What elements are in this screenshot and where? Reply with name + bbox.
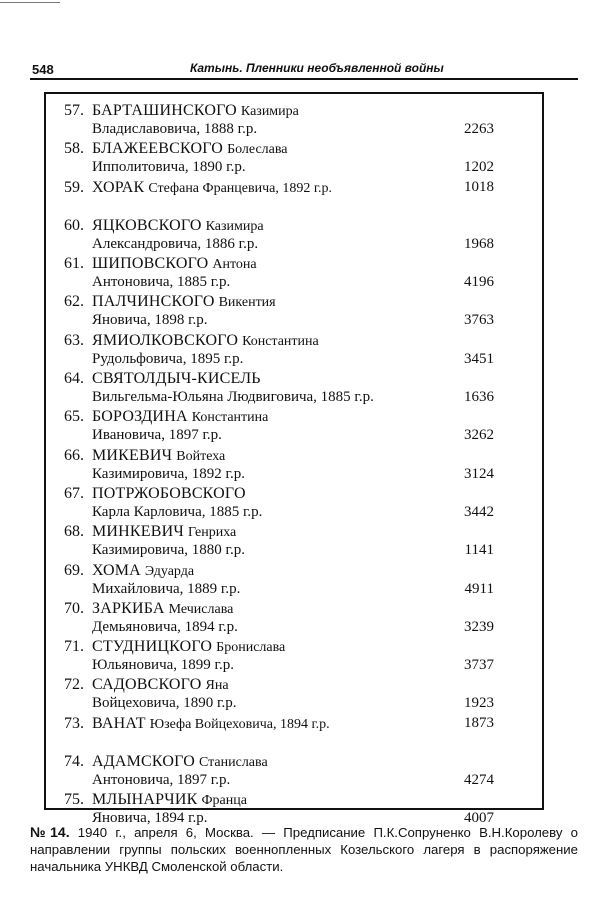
entry-name-line bbox=[92, 293, 276, 311]
entry-name-line bbox=[92, 370, 261, 388]
list-item bbox=[46, 523, 542, 561]
entry-given-name: Стефана Францевича, 1892 г.р. bbox=[148, 180, 333, 196]
list-item bbox=[46, 753, 542, 791]
list-item bbox=[46, 332, 542, 370]
entry-name-line bbox=[92, 408, 268, 426]
entry-number: 58. bbox=[64, 140, 84, 158]
entry-number: 61. bbox=[64, 255, 84, 273]
entry-case-number: 3239 bbox=[464, 618, 494, 635]
entry-case-number: 1873 bbox=[464, 714, 494, 731]
top-edge-rule bbox=[0, 2, 60, 3]
entry-given-name: Константина bbox=[191, 410, 269, 426]
entry-name-line bbox=[92, 676, 229, 694]
entry-patronymic-line: Вильгельма-Юльяна Людвиговича, 1885 г.р. bbox=[92, 389, 374, 406]
entry-number: 62. bbox=[64, 293, 84, 311]
list-item bbox=[46, 370, 542, 408]
entry-patronymic-line: Войцеховича, 1890 г.р. bbox=[92, 695, 237, 712]
entry-case-number: 4007 bbox=[464, 810, 494, 827]
entry-given-name: Болеслава bbox=[227, 142, 288, 158]
entry-case-number: 4274 bbox=[464, 772, 494, 789]
entry-case-number: 1018 bbox=[464, 178, 494, 195]
entry-surname: ХОМА bbox=[92, 561, 141, 579]
document-note bbox=[30, 824, 578, 875]
entry-patronymic-line: Карла Карловича, 1885 г.р. bbox=[92, 503, 263, 520]
entry-case-number: 3442 bbox=[464, 503, 494, 520]
entry-patronymic-line: Яновича, 1898 г.р. bbox=[92, 312, 208, 329]
entry-given-name: Казимира bbox=[205, 218, 264, 234]
entry-surname: МИНКЕВИЧ bbox=[92, 523, 185, 541]
list-item bbox=[46, 102, 542, 140]
entry-patronymic-line: Михайловича, 1889 г.р. bbox=[92, 580, 241, 597]
document-note-text: 1940 г., апреля 6, Москва. — Предписание П.К.Сопруненко В.Н.Королеву о направлении группы польских военнопленных Козельского лагеря в распоряжение начальника УНКВД Смоленской области. bbox=[30, 825, 578, 874]
prisoner-list-frame bbox=[44, 92, 544, 827]
entry-patronymic-line: Ипполитовича, 1890 г.р. bbox=[92, 159, 246, 176]
entry-patronymic-line: Казимировича, 1892 г.р. bbox=[92, 465, 245, 482]
entry-surname: ШИПОВСКОГО bbox=[92, 255, 209, 273]
entry-name-line bbox=[92, 255, 257, 273]
list-item bbox=[46, 255, 542, 293]
running-title: Катынь. Пленники необъявленной войны bbox=[190, 61, 444, 75]
entry-number: 63. bbox=[64, 331, 84, 349]
entry-surname: АДАМСКОГО bbox=[92, 753, 195, 771]
entry-surname: ВАНАТ bbox=[92, 714, 146, 732]
entry-number: 59. bbox=[64, 178, 84, 196]
entry-surname: СТУДНИЦКОГО bbox=[92, 638, 213, 656]
entry-given-name: Бронислава bbox=[216, 640, 286, 656]
list-item bbox=[46, 715, 542, 753]
entry-name-line bbox=[92, 600, 233, 618]
entry-patronymic-line: Рудольфовича, 1895 г.р. bbox=[92, 350, 244, 367]
list-item bbox=[46, 562, 542, 600]
entry-number: 73. bbox=[64, 714, 84, 732]
entry-name-line bbox=[92, 217, 264, 235]
entry-surname: ПОТРЖОБОВСКОГО bbox=[92, 484, 246, 502]
entry-case-number: 4911 bbox=[464, 580, 494, 597]
list-item bbox=[46, 600, 542, 638]
entry-case-number: 1202 bbox=[464, 159, 494, 176]
entry-given-name: Яна bbox=[205, 678, 229, 694]
entry-patronymic-line: Казимировича, 1880 г.р. bbox=[92, 542, 245, 559]
entry-surname: БЛАЖЕЕВСКОГО bbox=[92, 140, 224, 158]
entry-name-line bbox=[92, 715, 330, 733]
entry-name-line bbox=[92, 791, 247, 809]
entry-number: 71. bbox=[64, 638, 84, 656]
entry-given-name: Мечислава bbox=[168, 601, 234, 617]
entry-patronymic-line: Владиславовича, 1888 г.р. bbox=[92, 121, 258, 137]
entry-case-number: 1968 bbox=[464, 235, 494, 252]
entry-number: 66. bbox=[64, 446, 84, 464]
entry-case-number: 2263 bbox=[464, 121, 494, 137]
list-item bbox=[46, 217, 542, 255]
entry-case-number: 3262 bbox=[464, 427, 494, 444]
entry-name-line bbox=[92, 523, 236, 541]
entry-case-number: 3451 bbox=[464, 350, 494, 367]
entry-name-line bbox=[92, 102, 299, 120]
entry-name-line bbox=[92, 638, 285, 656]
entry-given-name: Викентия bbox=[218, 295, 276, 311]
entry-patronymic-line: Ивановича, 1897 г.р. bbox=[92, 427, 222, 444]
entry-given-name: Франца bbox=[201, 793, 247, 809]
entry-number: 65. bbox=[64, 408, 84, 426]
entry-case-number: 4196 bbox=[464, 274, 494, 291]
entry-number: 74. bbox=[64, 753, 84, 771]
entry-case-number: 3763 bbox=[464, 312, 494, 329]
entry-surname: ХОРАК bbox=[92, 178, 145, 196]
entry-patronymic-line: Яновича, 1894 г.р. bbox=[92, 810, 208, 827]
document-number: №14. bbox=[30, 824, 70, 840]
entry-given-name: Эдуарда bbox=[144, 563, 195, 579]
list-item bbox=[46, 676, 542, 714]
entry-name-line bbox=[92, 447, 225, 465]
entry-surname: СВЯТОЛДЫЧ-КИСЕЛЬ bbox=[92, 370, 261, 388]
entry-given-name: Казимира bbox=[240, 104, 299, 119]
entry-number: 64. bbox=[64, 370, 84, 388]
entry-patronymic-line: Юльяновича, 1899 г.р. bbox=[92, 657, 234, 674]
entry-surname: ЯМИОЛКОВСКОГО bbox=[92, 331, 239, 349]
entry-case-number: 1636 bbox=[464, 389, 494, 406]
entry-case-number: 1141 bbox=[464, 542, 494, 559]
entry-given-name: Антона bbox=[212, 257, 257, 273]
entry-given-name: Генриха bbox=[188, 525, 237, 541]
entry-case-number: 3737 bbox=[464, 657, 494, 674]
entry-surname: ЯЦКОВСКОГО bbox=[92, 216, 202, 234]
entry-number: 72. bbox=[64, 676, 84, 694]
entry-given-name: Войтеха bbox=[176, 448, 226, 464]
running-head bbox=[30, 58, 578, 80]
entry-surname: БАРТАШИНСКОГО bbox=[92, 102, 237, 119]
entry-name-line bbox=[92, 332, 319, 350]
entry-patronymic-line: Александровича, 1886 г.р. bbox=[92, 235, 259, 252]
entry-number: 60. bbox=[64, 216, 84, 234]
entry-number: 75. bbox=[64, 791, 84, 809]
entry-given-name: Юзефа Войцеховича, 1894 г.р. bbox=[149, 716, 330, 732]
entry-patronymic-line: Антоновича, 1897 г.р. bbox=[92, 772, 231, 789]
entry-number: 69. bbox=[64, 561, 84, 579]
list-item bbox=[46, 638, 542, 676]
entry-name-line bbox=[92, 140, 288, 158]
list-item bbox=[46, 408, 542, 446]
entry-surname: ЗАРКИБА bbox=[92, 599, 165, 617]
page-number: 548 bbox=[32, 62, 54, 77]
entry-name-line bbox=[92, 179, 332, 197]
list-item bbox=[46, 293, 542, 331]
entry-surname: МЛЫНАРЧИК bbox=[92, 791, 198, 809]
entry-name-line bbox=[92, 562, 194, 580]
entry-given-name: Станислава bbox=[198, 755, 268, 771]
list-item bbox=[46, 179, 542, 217]
entry-given-name: Константина bbox=[242, 333, 319, 349]
entry-patronymic-line: Демьяновича, 1894 г.р. bbox=[92, 618, 238, 635]
entry-surname: ПАЛЧИНСКОГО bbox=[92, 293, 215, 311]
entry-name-line bbox=[92, 753, 268, 771]
entry-number: 57. bbox=[64, 102, 84, 119]
entry-case-number: 3124 bbox=[464, 465, 494, 482]
entry-patronymic-line: Антоновича, 1885 г.р. bbox=[92, 274, 231, 291]
entry-number: 68. bbox=[64, 523, 84, 541]
entry-name-line bbox=[92, 485, 246, 503]
entry-case-number: 1923 bbox=[464, 695, 494, 712]
entry-surname: МИКЕВИЧ bbox=[92, 446, 173, 464]
prisoner-list bbox=[46, 102, 542, 830]
entry-number: 70. bbox=[64, 599, 84, 617]
list-item bbox=[46, 447, 542, 485]
entry-number: 67. bbox=[64, 484, 84, 502]
list-item bbox=[46, 485, 542, 523]
entry-surname: САДОВСКОГО bbox=[92, 676, 202, 694]
entry-surname: БОРОЗДИНА bbox=[92, 408, 188, 426]
list-item bbox=[46, 140, 542, 178]
